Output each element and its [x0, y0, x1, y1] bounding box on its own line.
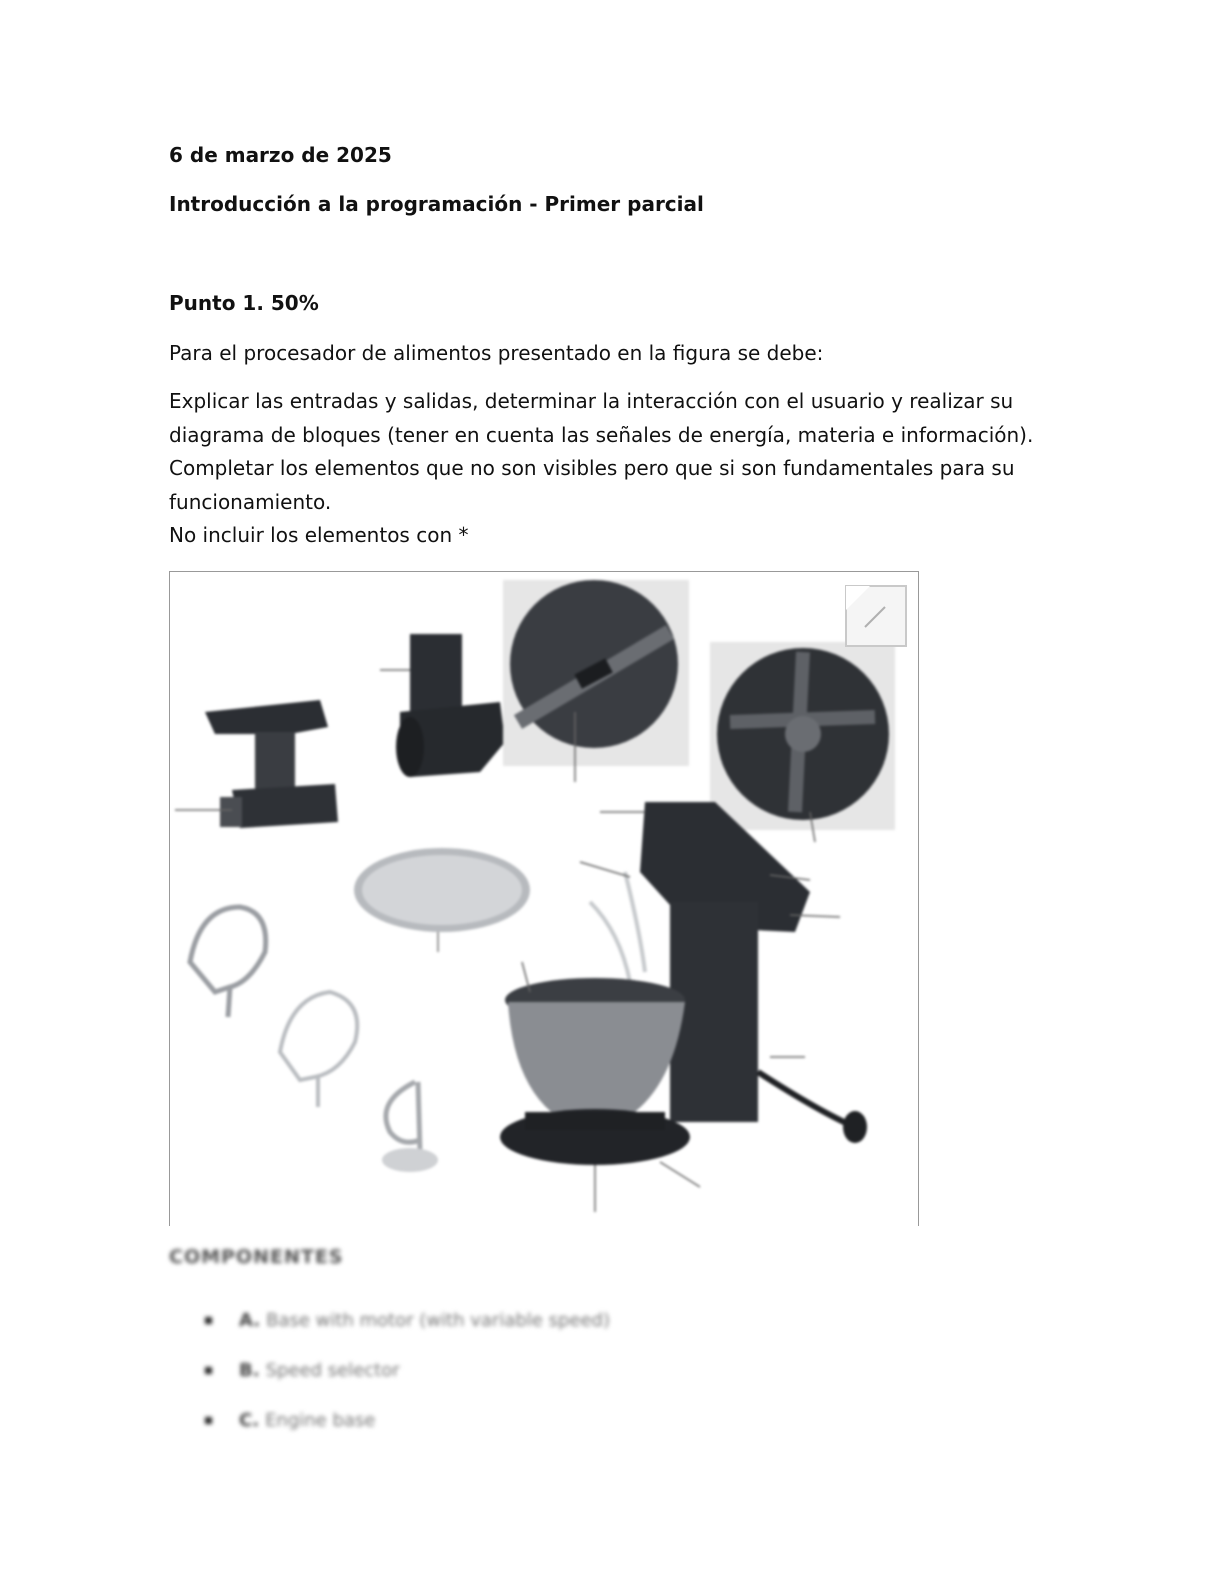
- bullet-icon: [205, 1367, 212, 1374]
- document-date: 6 de marzo de 2025: [169, 143, 392, 167]
- splash-guard: [354, 848, 530, 952]
- instructions-paragraph: [169, 385, 1049, 553]
- instruction-line: Completar los elementos que no son visibles pero que si son fundamentales para su: [169, 456, 1015, 481]
- wire-whisk: [280, 992, 357, 1107]
- grating-disc: [710, 642, 895, 842]
- meat-grinder-attachment: [175, 700, 338, 828]
- component-text: Speed selector: [265, 1359, 400, 1381]
- components-list: [205, 1295, 610, 1445]
- components-title: COMPONENTES: [169, 1246, 344, 1268]
- dough-hook: [382, 1082, 438, 1172]
- component-text: Engine base: [265, 1409, 376, 1431]
- instruction-line: funcionamiento.: [169, 489, 332, 514]
- flat-beater: [190, 907, 266, 1017]
- food-processor-illustration: [170, 572, 918, 1226]
- bullet-icon: [205, 1417, 212, 1424]
- document-title: Introducción a la programación - Primer parcial: [169, 192, 704, 216]
- slicing-disc: [503, 580, 689, 782]
- component-letter: A.: [239, 1309, 261, 1331]
- instruction-line: Explicar las entradas y salidas, determinar la interacción con el usuario y realizar su: [169, 389, 1014, 413]
- list-item: [205, 1295, 610, 1345]
- component-letter: C.: [239, 1409, 260, 1431]
- list-item: [205, 1395, 610, 1445]
- component-letter: B.: [239, 1359, 260, 1381]
- instruction-line: diagrama de bloques (tener en cuenta las señales de energía, materia e información).: [169, 422, 1034, 447]
- section-heading-punto-1: Punto 1. 50%: [169, 291, 319, 315]
- instruction-line: No incluir los elementos con *: [169, 523, 469, 548]
- slicer-attachment: [380, 634, 505, 777]
- list-item: [205, 1345, 610, 1395]
- section-intro: Para el procesador de alimentos presentado en la figura se debe:: [169, 341, 824, 365]
- component-text: Base with motor (with variable speed): [266, 1309, 610, 1331]
- food-processor-figure: [169, 571, 919, 1226]
- stand-mixer: [500, 802, 867, 1212]
- bullet-icon: [205, 1317, 212, 1324]
- expand-icon: [846, 586, 906, 646]
